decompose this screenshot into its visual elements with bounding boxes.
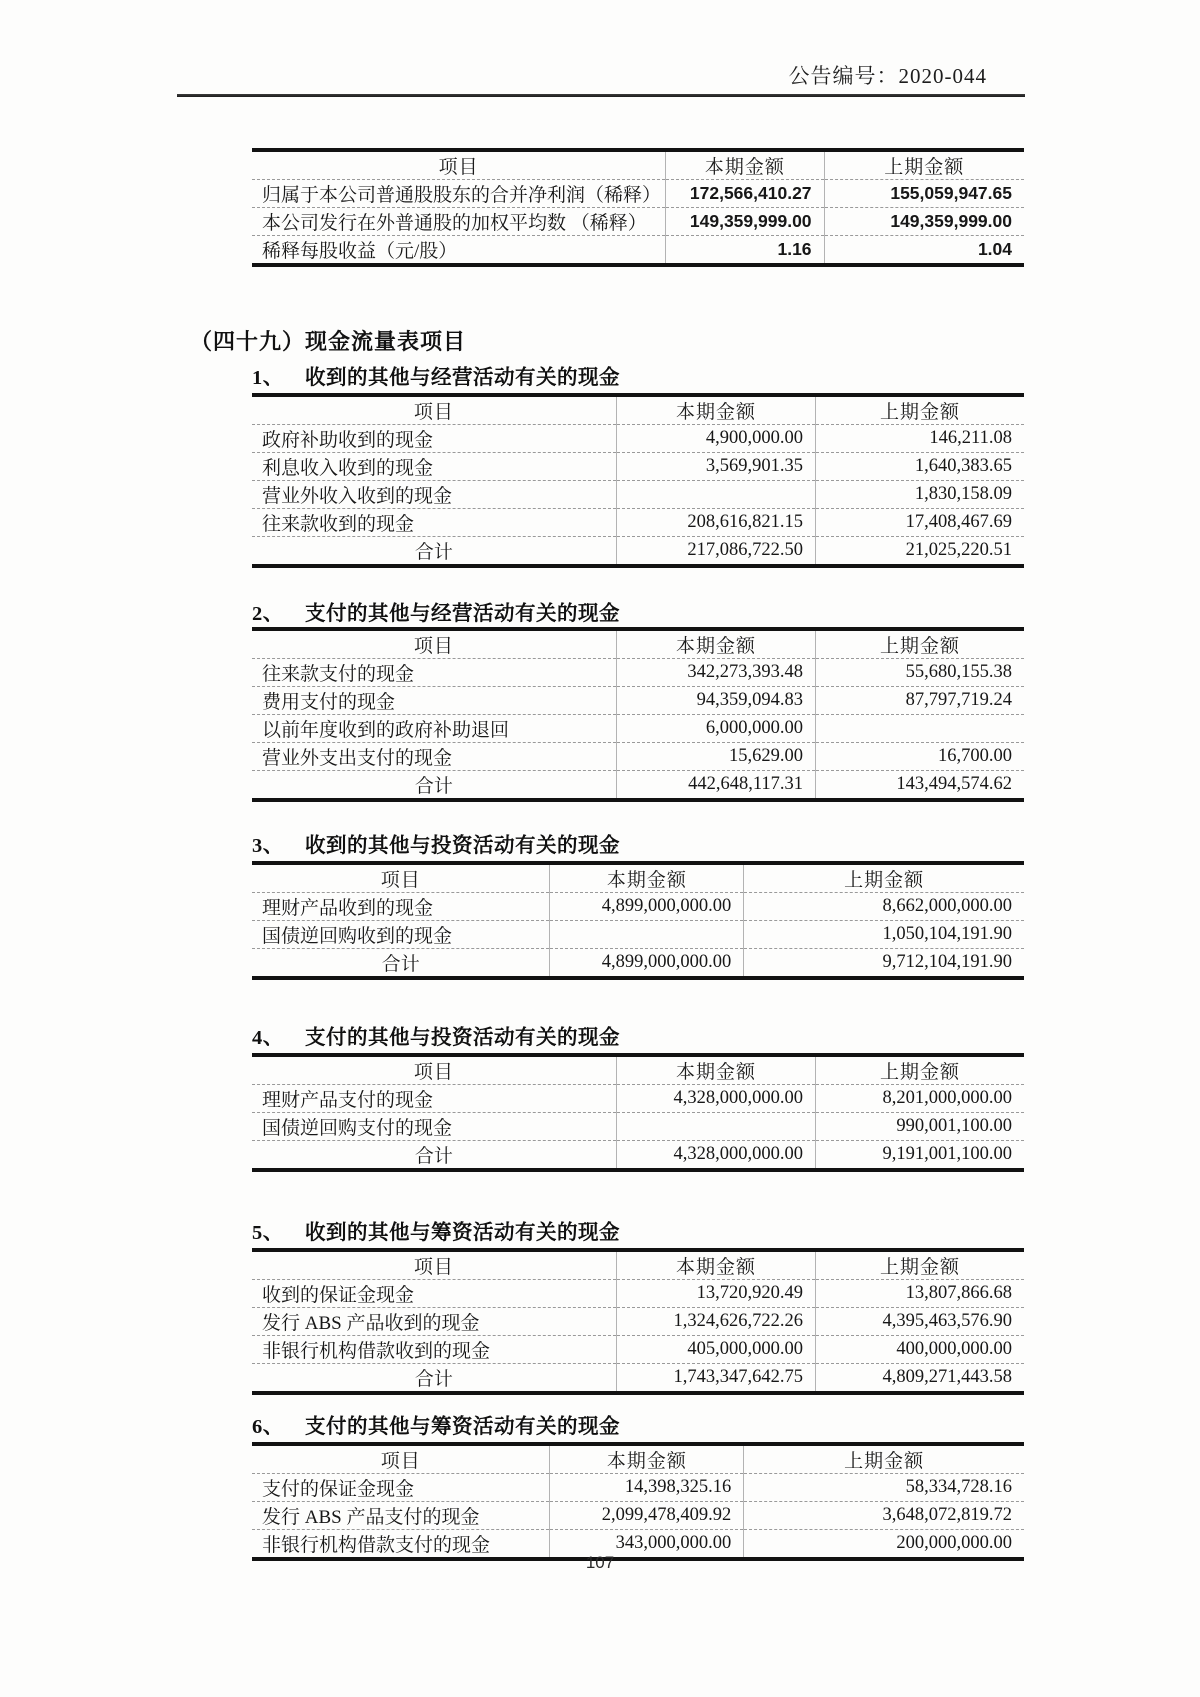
- table-header-row: [252, 1444, 1024, 1474]
- column-header-item: 项目: [413, 1062, 454, 1083]
- table-row: [252, 1474, 1024, 1502]
- subsection-number: 1、: [252, 367, 284, 389]
- column-header-current-period: 本期金额: [616, 1250, 815, 1280]
- item-label-cell: 非银行机构借款收到的现金: [252, 1336, 616, 1364]
- current-amount-cell: 208,616,821.15: [616, 509, 815, 537]
- page-number: 107: [585, 1553, 615, 1572]
- prior-amount-cell: 1,830,158.09: [816, 481, 1024, 509]
- subsection-title: 收到的其他与投资活动有关的现金: [305, 835, 620, 857]
- prior-amount-cell: 9,191,001,100.00: [816, 1141, 1024, 1171]
- item-label-cell: 稀释每股收益（元/股）: [252, 236, 666, 266]
- subsection-title: 收到的其他与经营活动有关的现金: [305, 367, 620, 389]
- header-rule: [177, 94, 1025, 97]
- item-label-cell: 合计: [252, 537, 616, 567]
- subsection-number: 4、: [252, 1027, 284, 1049]
- prior-amount-cell: 8,662,000,000.00: [744, 893, 1024, 921]
- total-row: [252, 771, 1024, 801]
- cash-flow-table: [252, 1442, 1024, 1561]
- table-header-row: [252, 395, 1024, 425]
- cash-flow-table: [252, 627, 1024, 802]
- column-header-current-period: 本期金额: [666, 150, 824, 180]
- current-amount-cell: [616, 1113, 815, 1141]
- prior-amount-cell: 200,000,000.00: [744, 1530, 1024, 1560]
- total-row: [252, 949, 1024, 979]
- prior-amount-cell: 17,408,467.69: [816, 509, 1024, 537]
- item-label-cell: 归属于本公司普通股股东的合并净利润（稀释）: [252, 180, 666, 208]
- prior-amount-cell: 8,201,000,000.00: [816, 1085, 1024, 1113]
- item-label-cell: 往来款支付的现金: [252, 659, 616, 687]
- table-row: [252, 208, 1024, 236]
- subsection-heading: [252, 1215, 620, 1245]
- eps-summary-table: [252, 148, 1024, 267]
- prior-amount-cell: 1,640,383.65: [816, 453, 1024, 481]
- current-amount-cell: [616, 481, 815, 509]
- column-header-item: 项目: [380, 870, 421, 891]
- table-header-row: [252, 1250, 1024, 1280]
- table-header-row: [252, 629, 1024, 659]
- prior-amount-cell: 9,712,104,191.90: [744, 949, 1024, 979]
- table-row: [252, 425, 1024, 453]
- prior-amount-cell: 58,334,728.16: [744, 1474, 1024, 1502]
- item-label-cell: 费用支付的现金: [252, 687, 616, 715]
- total-row: [252, 1364, 1024, 1394]
- column-header-current-period: 本期金额: [616, 1055, 815, 1085]
- item-label-cell: 合计: [252, 949, 550, 979]
- subsection-number: 2、: [252, 603, 284, 625]
- prior-amount-cell: 3,648,072,819.72: [744, 1502, 1024, 1530]
- current-amount-cell: 342,273,393.48: [616, 659, 815, 687]
- item-label-cell: 支付的保证金现金: [252, 1474, 550, 1502]
- current-amount-cell: 4,899,000,000.00: [550, 893, 744, 921]
- prior-amount-cell: 143,494,574.62: [816, 771, 1024, 801]
- item-label-cell: 国债逆回购收到的现金: [252, 921, 550, 949]
- column-header-item: 项目: [413, 1257, 454, 1278]
- current-amount-cell: [550, 921, 744, 949]
- column-header-prior-period: 上期金额: [816, 1250, 1024, 1280]
- subsection-heading: [252, 596, 620, 626]
- item-label-cell: 发行 ABS 产品支付的现金: [252, 1502, 550, 1530]
- table-row: [252, 1502, 1024, 1530]
- table-header-row: [252, 150, 1024, 180]
- current-amount-cell: 1,324,626,722.26: [616, 1308, 815, 1336]
- table-row: [252, 893, 1024, 921]
- column-header-prior-period: 上期金额: [816, 1055, 1024, 1085]
- column-header-item: 项目: [438, 157, 479, 178]
- total-row: [252, 1141, 1024, 1171]
- prior-amount-cell: 1.04: [824, 236, 1024, 266]
- column-header-prior-period: 上期金额: [816, 395, 1024, 425]
- prior-amount-cell: 87,797,719.24: [816, 687, 1024, 715]
- table-row: [252, 743, 1024, 771]
- prior-amount-cell: 155,059,947.65: [824, 180, 1024, 208]
- item-label-cell: 政府补助收到的现金: [252, 425, 616, 453]
- announcement-number: 公告编号：2020-044: [788, 64, 987, 88]
- column-header-current-period: 本期金额: [616, 629, 815, 659]
- item-label-cell: 发行 ABS 产品收到的现金: [252, 1308, 616, 1336]
- current-amount-cell: 442,648,117.31: [616, 771, 815, 801]
- cash-flow-table: [252, 393, 1024, 568]
- current-amount-cell: 405,000,000.00: [616, 1336, 815, 1364]
- current-amount-cell: 172,566,410.27: [666, 180, 824, 208]
- current-amount-cell: 217,086,722.50: [616, 537, 815, 567]
- subsection-title: 支付的其他与经营活动有关的现金: [305, 603, 620, 625]
- subsection-title: 支付的其他与投资活动有关的现金: [305, 1027, 620, 1049]
- item-label-cell: 营业外收入收到的现金: [252, 481, 616, 509]
- item-label-cell: 合计: [252, 1141, 616, 1171]
- cash-flow-table: [252, 1053, 1024, 1172]
- item-label-cell: 合计: [252, 1364, 616, 1394]
- column-header-item: 项目: [413, 636, 454, 657]
- item-label-cell: 国债逆回购支付的现金: [252, 1113, 616, 1141]
- current-amount-cell: 149,359,999.00: [666, 208, 824, 236]
- item-label-cell: 本公司发行在外普通股的加权平均数 （稀释）: [252, 208, 666, 236]
- table-header-row: [252, 1055, 1024, 1085]
- subsection-heading: [252, 1020, 620, 1050]
- cash-flow-table: [252, 861, 1024, 980]
- table-header-row: [252, 863, 1024, 893]
- table-row: [252, 509, 1024, 537]
- item-label-cell: 收到的保证金现金: [252, 1280, 616, 1308]
- table-row: [252, 687, 1024, 715]
- table-row: [252, 180, 1024, 208]
- column-header-item: 项目: [413, 402, 454, 423]
- current-amount-cell: 4,328,000,000.00: [616, 1085, 815, 1113]
- item-label-cell: 营业外支出支付的现金: [252, 743, 616, 771]
- current-amount-cell: 4,899,000,000.00: [550, 949, 744, 979]
- table-row: [252, 659, 1024, 687]
- current-amount-cell: 6,000,000.00: [616, 715, 815, 743]
- prior-amount-cell: 990,001,100.00: [816, 1113, 1024, 1141]
- subsection-number: 5、: [252, 1222, 284, 1244]
- current-amount-cell: 1.16: [666, 236, 824, 266]
- item-label-cell: 往来款收到的现金: [252, 509, 616, 537]
- current-amount-cell: 13,720,920.49: [616, 1280, 815, 1308]
- item-label-cell: 利息收入收到的现金: [252, 453, 616, 481]
- current-amount-cell: 343,000,000.00: [550, 1530, 744, 1560]
- column-header-prior-period: 上期金额: [824, 150, 1024, 180]
- prior-amount-cell: [816, 715, 1024, 743]
- column-header-prior-period: 上期金额: [744, 1444, 1024, 1474]
- table-row: [252, 715, 1024, 743]
- prior-amount-cell: 4,395,463,576.90: [816, 1308, 1024, 1336]
- current-amount-cell: 4,328,000,000.00: [616, 1141, 815, 1171]
- subsection-heading: [252, 1409, 620, 1439]
- item-label-cell: 理财产品收到的现金: [252, 893, 550, 921]
- prior-amount-cell: 146,211.08: [816, 425, 1024, 453]
- current-amount-cell: 3,569,901.35: [616, 453, 815, 481]
- table-row: [252, 1280, 1024, 1308]
- table-row: [252, 481, 1024, 509]
- subsection-number: 3、: [252, 835, 284, 857]
- prior-amount-cell: 21,025,220.51: [816, 537, 1024, 567]
- section-heading: （四十九）现金流量表项目: [190, 329, 467, 354]
- table-row: [252, 1085, 1024, 1113]
- subsection-number: 6、: [252, 1416, 284, 1438]
- column-header-prior-period: 上期金额: [816, 629, 1024, 659]
- prior-amount-cell: 13,807,866.68: [816, 1280, 1024, 1308]
- table-row: [252, 921, 1024, 949]
- prior-amount-cell: 149,359,999.00: [824, 208, 1024, 236]
- current-amount-cell: 15,629.00: [616, 743, 815, 771]
- column-header-item: 项目: [380, 1451, 421, 1472]
- item-label-cell: 合计: [252, 771, 616, 801]
- table-row: [252, 1308, 1024, 1336]
- subsection-title: 收到的其他与筹资活动有关的现金: [305, 1222, 620, 1244]
- table-row: [252, 453, 1024, 481]
- prior-amount-cell: 4,809,271,443.58: [816, 1364, 1024, 1394]
- column-header-current-period: 本期金额: [550, 863, 744, 893]
- current-amount-cell: 14,398,325.16: [550, 1474, 744, 1502]
- column-header-current-period: 本期金额: [616, 395, 815, 425]
- table-row: [252, 1113, 1024, 1141]
- prior-amount-cell: 16,700.00: [816, 743, 1024, 771]
- current-amount-cell: 4,900,000.00: [616, 425, 815, 453]
- current-amount-cell: 2,099,478,409.92: [550, 1502, 744, 1530]
- cash-flow-table: [252, 1248, 1024, 1395]
- subsection-title: 支付的其他与筹资活动有关的现金: [305, 1416, 620, 1438]
- item-label-cell: 以前年度收到的政府补助退回: [252, 715, 616, 743]
- column-header-current-period: 本期金额: [550, 1444, 744, 1474]
- prior-amount-cell: 400,000,000.00: [816, 1336, 1024, 1364]
- prior-amount-cell: 1,050,104,191.90: [744, 921, 1024, 949]
- subsection-heading: [252, 828, 620, 858]
- item-label-cell: 非银行机构借款支付的现金: [252, 1530, 550, 1560]
- current-amount-cell: 1,743,347,642.75: [616, 1364, 815, 1394]
- column-header-prior-period: 上期金额: [744, 863, 1024, 893]
- table-row: [252, 1336, 1024, 1364]
- subsection-heading: [252, 360, 620, 390]
- item-label-cell: 理财产品支付的现金: [252, 1085, 616, 1113]
- total-row: [252, 537, 1024, 567]
- table-row: [252, 236, 1024, 266]
- current-amount-cell: 94,359,094.83: [616, 687, 815, 715]
- prior-amount-cell: 55,680,155.38: [816, 659, 1024, 687]
